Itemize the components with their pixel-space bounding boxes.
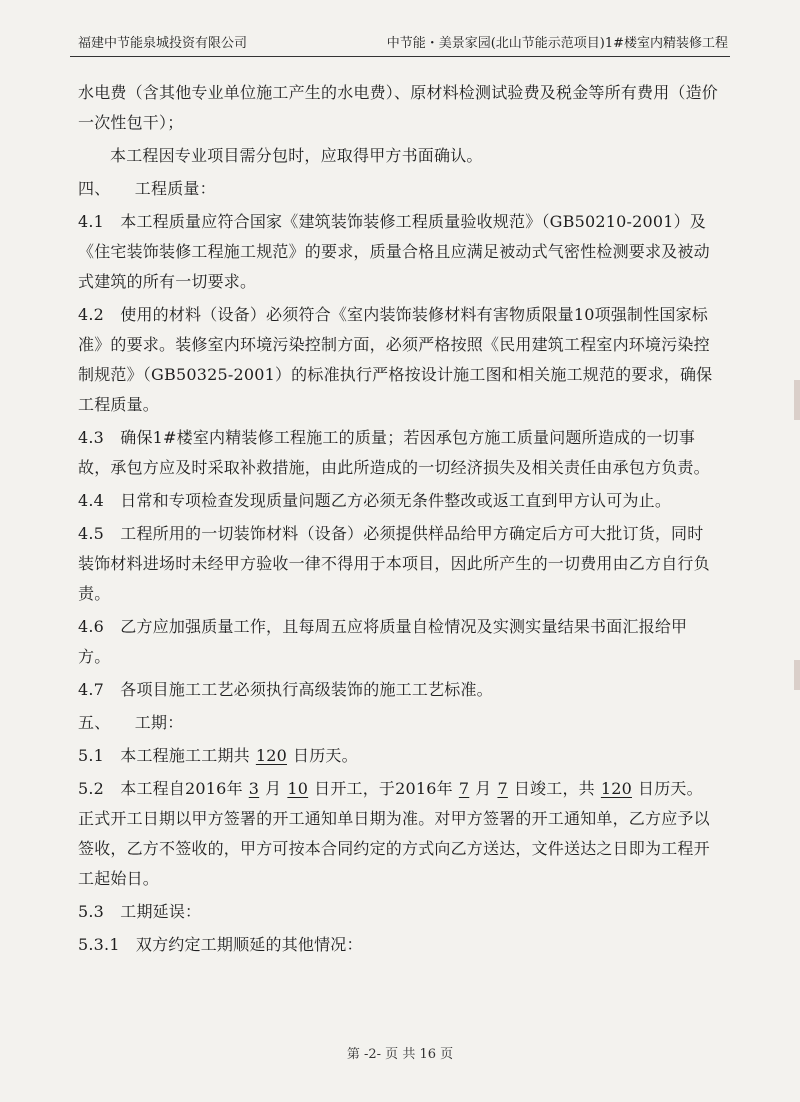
scan-edge-mark xyxy=(794,660,800,690)
clause-4-3: 4.3 确保1#楼室内精装修工程施工的质量；若因承包方施工质量问题所造成的一切事故，承包方应及时采取补救措施，由此所造成的一切经济损失及相关责任由承包方负责。 xyxy=(78,428,710,477)
scan-edge-mark xyxy=(794,380,800,420)
clause-5-3: 5.3 工期延误： xyxy=(78,902,202,921)
section-heading-quality: 四、 工程质量： xyxy=(78,179,216,198)
clause-4-7: 4.7 各项目施工工艺必须执行高级装饰的施工工艺标准。 xyxy=(78,680,493,699)
clause-4-1: 4.1 本工程质量应符合国家《建筑装饰装修工程质量验收规范》（GB50210-2001）及《住宅装饰装修工程施工规范》的要求，质量合格且应满足被动式气密性检测要求及被动式建筑的所有一切要求。 xyxy=(78,212,710,291)
clause-4-4: 4.4 日常和专项检查发现质量问题乙方必须无条件整改或返工直到甲方认可为止。 xyxy=(78,491,672,510)
clause-5-2-text-e: 日竣工，共 xyxy=(513,779,595,798)
clause-4-5: 4.5 工程所用的一切装饰材料（设备）必须提供样品给甲方确定后方可大批订货，同时装饰材料进场时未经甲方验收一律不得用于本项目，因此所产生的一切费用由乙方自行负责。 xyxy=(78,524,710,603)
clause-5-2-text-c: 日开工，于2016年 xyxy=(314,779,453,798)
end-day-value: 7 xyxy=(497,779,508,798)
page-header xyxy=(70,36,730,57)
clause-5-1-text-b: 日历天。 xyxy=(293,746,358,765)
paragraph-fees: 水电费（含其他专业单位施工产生的水电费）、原材料检测试验费及税金等所有费用（造价一次性包干）； xyxy=(78,83,719,132)
clause-5-3-1: 5.3.1 双方约定工期顺延的其他情况： xyxy=(78,935,363,954)
paragraph-subcontract: 本工程因专业项目需分包时，应取得甲方书面确认。 xyxy=(110,146,483,165)
end-month-value: 7 xyxy=(458,779,470,798)
clause-5-2-text-d: 月 xyxy=(475,779,492,798)
start-month-value: 3 xyxy=(248,779,260,798)
total-days-value: 120 xyxy=(600,779,632,798)
clause-5-2-text-b: 月 xyxy=(265,779,282,798)
clause-5-1-text-a: 5.1 本工程施工工期共 xyxy=(78,746,250,765)
clause-4-6: 4.6 乙方应加强质量工作，且每周五应将质量自检情况及实测实量结果书面汇报给甲方。 xyxy=(78,617,688,666)
clause-5-2-text-f: 日历天。正式开工日期以甲方签署的开工通知单日期为准。对甲方签署的开工通知单，乙方应予以签收，乙方不签收的，甲方可按本合同约定的方式向乙方送达，文件送达之日即为工程开工起始日。 xyxy=(78,779,710,888)
section-heading-schedule: 五、 工期： xyxy=(78,713,184,732)
start-day-value: 10 xyxy=(287,779,309,798)
duration-days-value: 120 xyxy=(255,746,287,765)
header-company: 福建中节能泉城投资有限公司 xyxy=(78,36,248,51)
clause-5-2-text-a: 5.2 本工程自2016年 xyxy=(78,779,243,798)
document-body xyxy=(78,78,718,960)
page-number: 第 -2- 页 共 16 页 xyxy=(346,1047,454,1062)
clause-5-2 xyxy=(78,774,718,894)
clause-5-1 xyxy=(78,741,718,771)
header-project: 中节能・美景家园(北山节能示范项目)1#楼室内精装修工程 xyxy=(386,36,728,51)
clause-4-2: 4.2 使用的材料（设备）必须符合《室内装饰装修材料有害物质限量10项强制性国家标准》的要求。装修室内环境污染控制方面，必须严格按照《民用建筑工程室内环境污染控制规范》（GB50325-2001）的标准执行严格按设计施工图和相关施工规范的要求，确保工程质量。 xyxy=(78,305,713,414)
